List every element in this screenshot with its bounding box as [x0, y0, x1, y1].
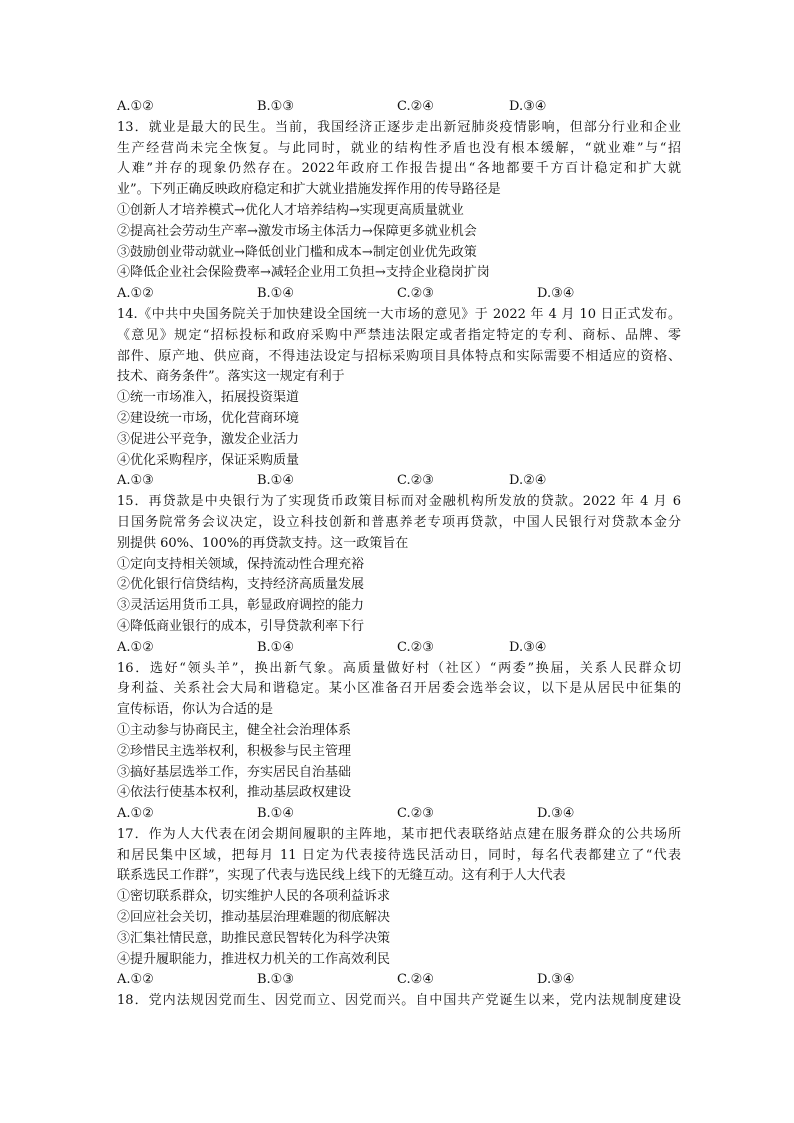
q14-option: ④优化采购程序，保证采购质量 [117, 452, 300, 468]
q13-option: ④降低企业社会保险费率→减轻企业用工负担→支持企业稳岗扩岗 [117, 265, 490, 281]
q16-option: ①主动参与协商民主，健全社会治理体系 [117, 722, 352, 738]
q17-stem-line: 和居民集中区域，把每月 11 日定为代表接待选民活动日，同时，每名代表都建立了“代表 [117, 847, 681, 863]
q15-choice-d[interactable]: D.③④ [509, 639, 547, 655]
q13-choice-d[interactable]: D.③④ [537, 286, 575, 302]
q15-option: ②优化银行信贷结构，支持经济高质量发展 [117, 577, 365, 593]
q17-choice-c[interactable]: C.②④ [397, 972, 434, 988]
q13-stem-line: 人难”并存的现象仍然存在。2022年政府工作报告提出“各地都要千方百计稳定和扩大就 [117, 161, 681, 177]
q15-option: ④降低商业银行的成本，引导贷款利率下行 [117, 618, 365, 634]
q13-choice-a[interactable]: A.①② [117, 286, 154, 302]
q16-option: ④依法行使基本权利，推动基层政权建设 [117, 785, 352, 801]
q12-choice-a[interactable]: A.①② [117, 99, 154, 114]
q13-stem-line: 13．就业是最大的民生。当前，我国经济正逐步走出新冠肺炎疫情影响，但部分行业和企业 [117, 119, 681, 135]
question-18 [117, 991, 681, 1012]
q12-choice-d[interactable]: D.③④ [509, 99, 547, 114]
q16-stem-line: 身利益、关系社会大局和谐稳定。某小区准备召开居委会选举会议，以下是从居民中征集的 [117, 681, 681, 697]
q17-option: ④提升履职能力，推进权力机关的工作高效利民 [117, 951, 391, 967]
q14-stem-line: 部件、原产地、供应商，不得违法设定与招标采购项目具体特点和实际需要不相适应的资格、 [117, 348, 681, 364]
q18-stem-line: 18．党内法规因党而生、因党而立、因党而兴。自中国共产党诞生以来，党内法规制度建设 [117, 993, 681, 1009]
q14-option: ③促进公平竞争，激发企业活力 [117, 431, 300, 447]
q15-stem-line: 别提供 60%、100%的再贷款支持。这一政策旨在 [117, 535, 409, 551]
q14-choice-b[interactable]: B.①④ [257, 473, 294, 489]
q17-option: ③汇集社情民意，助推民意民智转化为科学决策 [117, 930, 391, 946]
q17-stem-line: 联系选民工作群”，实现了代表与选民线上线下的无缝互动。这有利于人大代表 [117, 868, 566, 884]
q16-option: ②珍惜民主选举权利，积极参与民主管理 [117, 743, 352, 759]
q14-stem-line: 技术、商务条件”。落实这一规定有利于 [117, 369, 345, 385]
q14-stem-line: 《意见》规定“招标投标和政府采购中严禁违法限定或者指定特定的专利、商标、品牌、零 [117, 327, 681, 343]
q17-choice-a[interactable]: A.①② [117, 972, 154, 988]
q13-choice-b[interactable]: B.①④ [257, 286, 294, 302]
q12-choice-b[interactable]: B.①③ [257, 99, 294, 114]
q17-option: ①密切联系群众，切实维护人民的各项利益诉求 [117, 889, 391, 905]
q14-stem-line: 14.《中共中央国务院关于加快建设全国统一大市场的意见》于 2022 年 4 月 10 日正式发布。 [117, 306, 681, 322]
exam-page [117, 97, 681, 1012]
q15-choice-b[interactable]: B.①④ [257, 639, 294, 655]
q15-option: ③灵活运用货币工具，彰显政府调控的能力 [117, 598, 365, 614]
q13-stem-line: 生产经营尚未完全恢复。与此同时，就业的结构性矛盾也没有根本缓解，“就业难”与“招 [117, 140, 681, 156]
q13-option: ③鼓励创业带动就业→降低创业门槛和成本→制定创业优先政策 [117, 244, 477, 260]
q12-choices [117, 97, 681, 118]
question-17 [117, 825, 681, 991]
q17-stem-line: 17．作为人大代表在闭会期间履职的主阵地，某市把代表联络站点建在服务群众的公共场所 [117, 826, 681, 842]
question-14 [117, 305, 681, 492]
q14-option: ②建设统一市场，优化营商环境 [117, 410, 300, 426]
q13-option: ②提高社会劳动生产率→激发市场主体活力→保障更多就业机会 [117, 223, 477, 239]
question-16 [117, 659, 681, 825]
question-15 [117, 492, 681, 658]
q15-choices [117, 638, 681, 659]
q17-option: ②回应社会关切，推动基层治理难题的彻底解决 [117, 910, 391, 926]
q13-choices [117, 284, 681, 305]
q13-choice-c[interactable]: C.②③ [397, 286, 434, 302]
q14-choices [117, 471, 681, 492]
q16-choice-a[interactable]: A.①② [117, 806, 154, 822]
q15-stem-line: 日国务院常务会议决定，设立科技创新和普惠养老专项再贷款，中国人民银行对贷款本金分 [117, 514, 681, 530]
q17-choice-b[interactable]: B.①③ [257, 972, 294, 988]
q14-option: ①统一市场准入，拓展投资渠道 [117, 390, 300, 406]
q15-stem-line: 15．再贷款是中央银行为了实现货币政策目标而对金融机构所发放的贷款。2022 年 4 月 6 [117, 494, 681, 510]
q16-choice-d[interactable]: D.③④ [537, 806, 575, 822]
q14-choice-c[interactable]: C.②③ [397, 473, 434, 489]
q16-stem-line: 16．选好“领头羊”，换出新气象。高质量做好村（社区）“两委”换届，关系人民群众切 [117, 660, 681, 676]
q16-choice-b[interactable]: B.①④ [257, 806, 294, 822]
q15-choice-a[interactable]: A.①② [117, 639, 154, 655]
q14-choice-a[interactable]: A.①③ [117, 473, 154, 489]
q14-choice-d[interactable]: D.②④ [509, 473, 547, 489]
q15-option: ①定向支持相关领域，保持流动性合理充裕 [117, 556, 365, 572]
q17-choice-d[interactable]: D.③④ [537, 972, 575, 988]
question-13 [117, 118, 681, 305]
q12-choice-c[interactable]: C.②④ [397, 99, 434, 114]
q13-stem-line: 业”。下列正确反映政府稳定和扩大就业措施发挥作用的传导路径是 [117, 182, 501, 198]
q16-stem-line: 宣传标语，你认为合适的是 [117, 702, 274, 718]
q16-option: ③搞好基层选举工作，夯实居民自治基础 [117, 764, 352, 780]
q17-choices [117, 970, 681, 991]
q16-choices [117, 804, 681, 825]
q13-option: ①创新人才培养模式→优化人才培养结构→实现更高质量就业 [117, 202, 464, 218]
q15-choice-c[interactable]: C.②③ [397, 639, 434, 655]
q16-choice-c[interactable]: C.②③ [397, 806, 434, 822]
